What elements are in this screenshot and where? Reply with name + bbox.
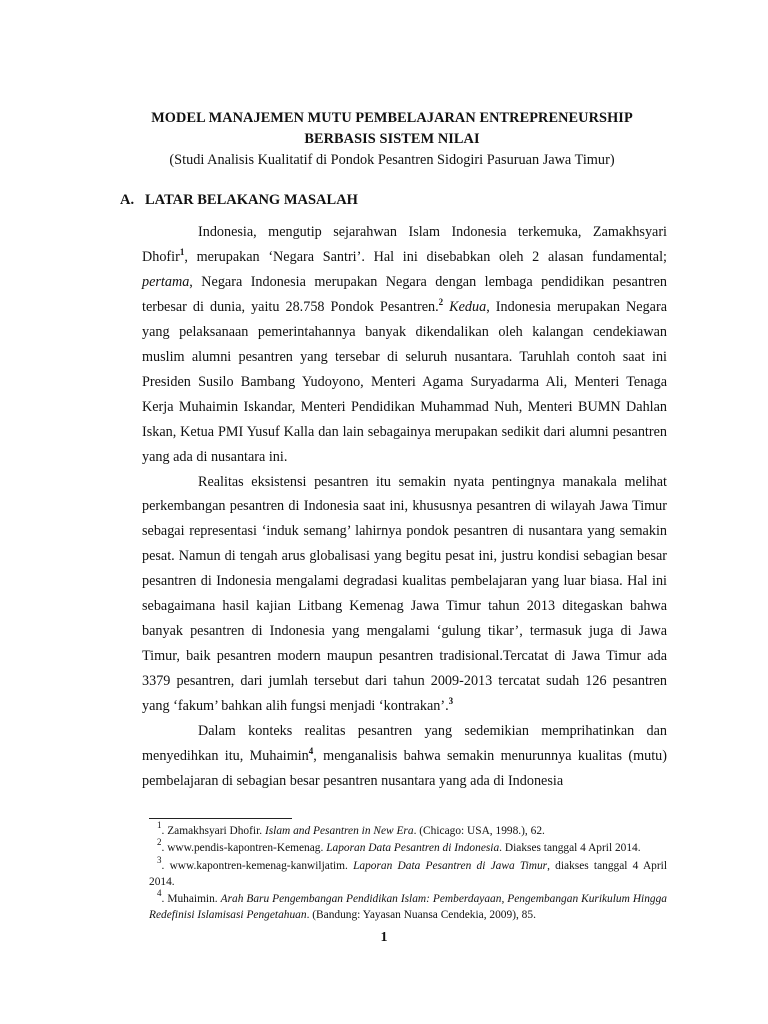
footnote-ref-3: 3 — [448, 696, 454, 707]
footnote-4 — [149, 888, 667, 924]
p1-text-4: , Indonesia merupakan Negara yang pelaksanaan pemerintahannya banyak dikendalikan oleh kalangan cendekiawan muslim alumni pesantren yang tersebar di seluruh nusantara. Taruhlah contoh saat ini Presiden Susilo Bambang Yudoyono, Menteri Agama Suryadarma Ali, Menteri Tenaga Kerja Muhaimin Iskandar, Menteri Pendidikan Muhammad Nuh, Menteri BUMN Dahlan Iskan, Ketua PMI Yusuf Kalla dan lain sebagainya merupakan sedikit dari alumni pesantren yang ada di nusantara ini. — [142, 298, 667, 465]
title-line-2: BERBASIS SISTEM NILAI — [304, 131, 480, 147]
footnote-2-post: . Diakses tanggal 4 April 2014. — [499, 842, 641, 855]
footnote-ref-2: 2 — [438, 296, 444, 307]
footnote-2-mark: 2 — [157, 837, 162, 848]
subtitle: (Studi Analisis Kualitatif di Pondok Pesantren Sidogiri Pasuruan Jawa Timur) — [169, 152, 615, 168]
p1-text-2: , merupakan ‘Negara Santri’. Hal ini disebabkan oleh 2 alasan fundamental; — [184, 248, 667, 265]
footnote-3-post: , diakses tanggal 4 April 2014. — [149, 859, 667, 888]
p3-text-1: Dalam konteks realitas pesantren yang sedemikian memprihatinkan dan menyedihkan itu, Muhaimin — [142, 723, 667, 765]
footnote-1-post: . (Chicago: USA, 1998.), 62. — [413, 825, 545, 837]
page-number: 1 — [380, 930, 388, 945]
footnote-1-pre: . Zamakhsyari Dhofir. — [161, 825, 265, 837]
footnote-2 — [149, 837, 667, 856]
footnote-4-title: Arah Baru Pengembangan Pendidikan Islam: Pemberdayaan, Pengembangan Kurikulum Hingga Redefinisi Islamisasi Pengetahuan — [149, 893, 667, 922]
p2-text-1: Realitas eksistensi pesantren itu semakin nyata pentingnya manakala melihat perkembangan pesantren di Indonesia saat ini, khususnya pesantren di wilayah Jawa Timur sebagai representasi ‘induk semang’ lahirnya pondok pesantren di nusantara yang semakin pesat. Namun di tengah arus globalisasi yang begitu pesat ini, justru kondisi sebagian besar pesantren di Indonesia mengalami degradasi kualitas pembelajaran yang luar biasa. Hal ini sebagaimana hasil kajian Litbang Kemenag Jawa Timur tahun 2013 ditegaskan bahwa banyak pesantren di Indonesia yang mengalami ‘gulung tikar’, termasuk juga di Jawa Timur, baik pesantren modern maupun pesantren tradisional.Tercatat di Jawa Timur ada 3379 pesantren, dari jumlah tersebut dari tahun 2009-2013 tercatat sudah 126 pesantren yang ‘fakum’ bahkan alih fungsi menjadi ‘kontrakan’. — [142, 473, 667, 715]
footnote-3-mark: 3 — [157, 854, 162, 865]
title-block — [120, 108, 664, 171]
footnote-3 — [149, 854, 667, 891]
p1-italic-pertama: pertama — [142, 273, 190, 290]
paragraph-1 — [142, 220, 667, 470]
section-number: A. — [120, 192, 135, 208]
footnote-1 — [149, 820, 667, 839]
footnote-4-post: . (Bandung: Yayasan Nuansa Cendekia, 2009), 85. — [306, 909, 536, 922]
body-text — [142, 220, 667, 794]
section-title: LATAR BELAKANG MASALAH — [145, 192, 358, 208]
footnotes — [149, 820, 667, 925]
footnote-3-pre: . www.kapontren-kemenag-kanwiljatim. — [161, 859, 354, 872]
title-line-1: MODEL MANAJEMEN MUTU PEMBELAJARAN ENTREPRENEURSHIP — [151, 110, 633, 126]
paragraph-2 — [142, 470, 667, 720]
footnote-1-title: Islam and Pesantren in New Era — [264, 825, 414, 837]
p1-italic-kedua: Kedua — [449, 298, 487, 315]
footnote-ref-1: 1 — [179, 246, 185, 257]
footnote-4-mark: 4 — [157, 888, 162, 899]
footnote-2-title: Laporan Data Pesantren di Indonesia — [326, 842, 500, 855]
footnote-1-mark: 1 — [157, 820, 162, 830]
section-heading — [120, 190, 358, 210]
footnote-3-title: Laporan Data Pesantren di Jawa Timur — [353, 859, 548, 872]
footnote-ref-4: 4 — [308, 746, 314, 757]
p1-text-3: , Negara Indonesia merupakan Negara dengan lembaga pendidikan pesantren terbesar di dunia, yaitu 28.758 Pondok Pesantren. — [142, 273, 667, 315]
paragraph-3 — [142, 719, 667, 794]
footnote-2-pre: . www.pendis-kapontren-Kemenag. — [161, 842, 327, 855]
p1-text-1: Indonesia, mengutip sejarahwan Islam Indonesia terkemuka, Zamakhsyari Dhofir — [142, 224, 667, 265]
footnote-4-pre: . Muhaimin. — [161, 893, 221, 906]
footnote-separator — [149, 818, 292, 819]
p3-text-2: , menganalisis bahwa semakin menurunnya kualitas (mutu) pembelajaran di sebagian besar pesantren nusantara yang ada di Indonesia — [142, 748, 667, 789]
